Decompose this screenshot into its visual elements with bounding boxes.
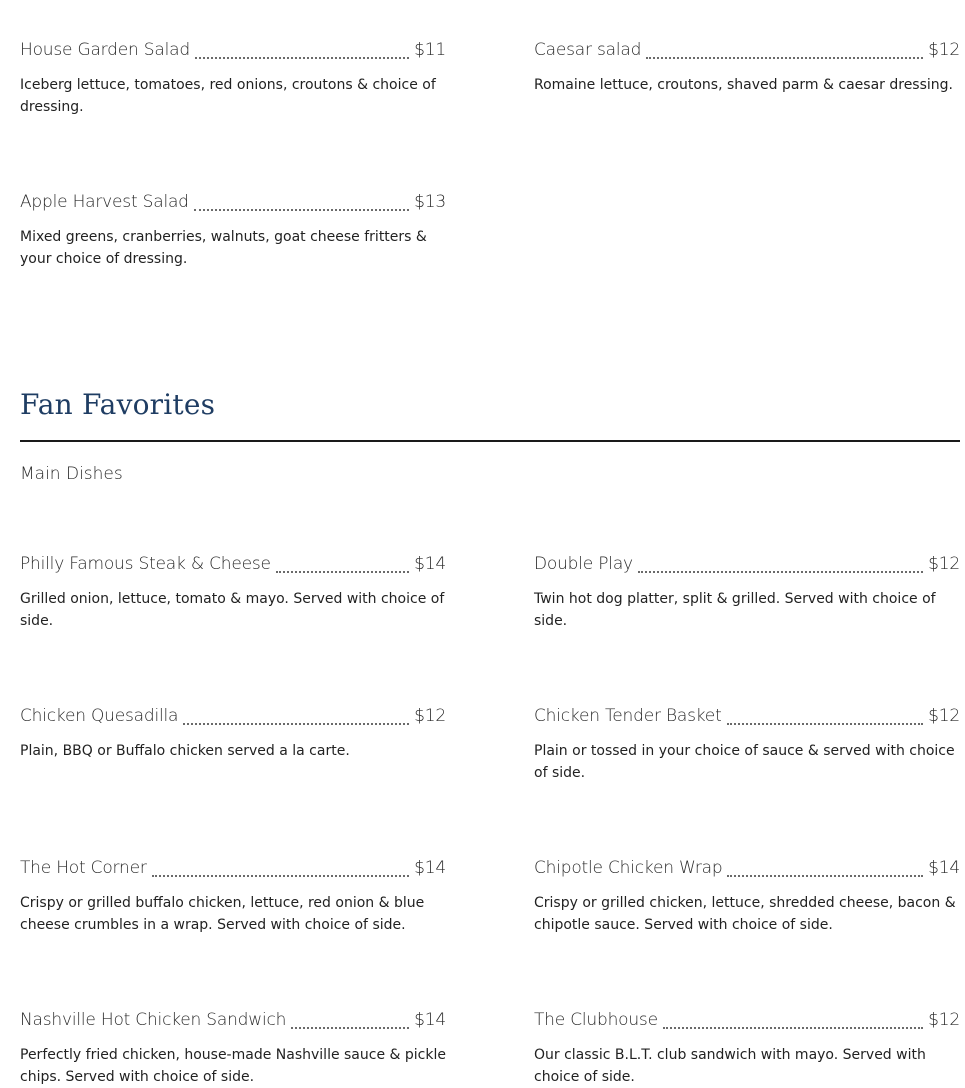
menu-item-name: Double Play bbox=[534, 554, 633, 574]
menu-item-price: $12 bbox=[414, 706, 446, 726]
section-divider bbox=[20, 440, 960, 442]
menu-item-description: Grilled onion, lettuce, tomato & mayo. Served with choice of side. bbox=[20, 591, 445, 629]
section-title: Fan Favorites bbox=[20, 388, 216, 421]
menu-item-name: Chicken Quesadilla bbox=[20, 706, 179, 726]
menu-item-description: Romaine lettuce, croutons, shaved parm & caesar dressing. bbox=[534, 77, 953, 93]
menu-item-chipotle-chicken-wrap bbox=[534, 856, 960, 936]
section-subheading: Main Dishes bbox=[20, 464, 123, 484]
dot-leader bbox=[638, 565, 923, 573]
menu-item-description: Twin hot dog platter, split & grilled. Served with choice of side. bbox=[534, 591, 936, 629]
menu-item-description: Our classic B.L.T. club sandwich with mayo. Served with choice of side. bbox=[534, 1047, 926, 1085]
menu-item-nashville-hot-chicken bbox=[20, 1008, 446, 1088]
menu-item-price: $12 bbox=[928, 1010, 960, 1030]
menu-item-name: Chipotle Chicken Wrap bbox=[534, 858, 723, 878]
menu-item-caesar-salad bbox=[534, 38, 960, 96]
menu-item-name: The Hot Corner bbox=[20, 858, 147, 878]
dot-leader bbox=[727, 717, 924, 725]
menu-item-price: $11 bbox=[414, 40, 446, 60]
menu-item-philly-steak bbox=[20, 552, 446, 632]
dot-leader bbox=[291, 1021, 409, 1029]
dot-leader bbox=[195, 51, 409, 59]
menu-item-name: Caesar salad bbox=[534, 40, 642, 60]
menu-item-description: Crispy or grilled buffalo chicken, lettuce, red onion & blue cheese crumbles in a wrap. Served with choice of side. bbox=[20, 895, 425, 933]
menu-item-name: House Garden Salad bbox=[20, 40, 190, 60]
menu-item-description: Perfectly fried chicken, house-made Nashville sauce & pickle chips. Served with choice of side. bbox=[20, 1047, 446, 1085]
dot-leader bbox=[727, 869, 923, 877]
menu-item-price: $14 bbox=[414, 1010, 446, 1030]
dot-leader bbox=[276, 565, 409, 573]
menu-item-chicken-tender-basket bbox=[534, 704, 960, 784]
menu-item-description: Mixed greens, cranberries, walnuts, goat cheese fritters & your choice of dressing. bbox=[20, 229, 427, 267]
dot-leader bbox=[194, 203, 409, 211]
menu-item-name: Apple Harvest Salad bbox=[20, 192, 189, 212]
menu-item-description: Crispy or grilled chicken, lettuce, shredded cheese, bacon & chipotle sauce. Served with choice of side. bbox=[534, 895, 956, 933]
menu-item-description: Plain or tossed in your choice of sauce & served with choice of side. bbox=[534, 743, 955, 781]
menu-item-price: $12 bbox=[928, 554, 960, 574]
menu-item-price: $13 bbox=[414, 192, 446, 212]
dot-leader bbox=[152, 869, 409, 877]
menu-item-price: $14 bbox=[414, 858, 446, 878]
menu-item-double-play bbox=[534, 552, 960, 632]
menu-item-chicken-quesadilla bbox=[20, 704, 446, 762]
dot-leader bbox=[663, 1021, 923, 1029]
menu-item-description: Iceberg lettuce, tomatoes, red onions, croutons & choice of dressing. bbox=[20, 77, 436, 115]
menu-item-name: The Clubhouse bbox=[534, 1010, 658, 1030]
menu-item-price: $14 bbox=[414, 554, 446, 574]
menu-item-price: $12 bbox=[928, 706, 960, 726]
menu-item-apple-harvest-salad bbox=[20, 190, 446, 270]
menu-item-name: Chicken Tender Basket bbox=[534, 706, 722, 726]
dot-leader bbox=[646, 51, 923, 59]
menu-item-name: Nashville Hot Chicken Sandwich bbox=[20, 1010, 287, 1030]
menu-item-description: Plain, BBQ or Buffalo chicken served a la carte. bbox=[20, 743, 350, 759]
menu-item-price: $14 bbox=[928, 858, 960, 878]
dot-leader bbox=[183, 717, 409, 725]
menu-item-hot-corner bbox=[20, 856, 446, 936]
menu-item-name: Philly Famous Steak & Cheese bbox=[20, 554, 271, 574]
menu-item-house-garden-salad bbox=[20, 38, 446, 118]
menu-item-clubhouse bbox=[534, 1008, 960, 1088]
menu-item-price: $12 bbox=[928, 40, 960, 60]
